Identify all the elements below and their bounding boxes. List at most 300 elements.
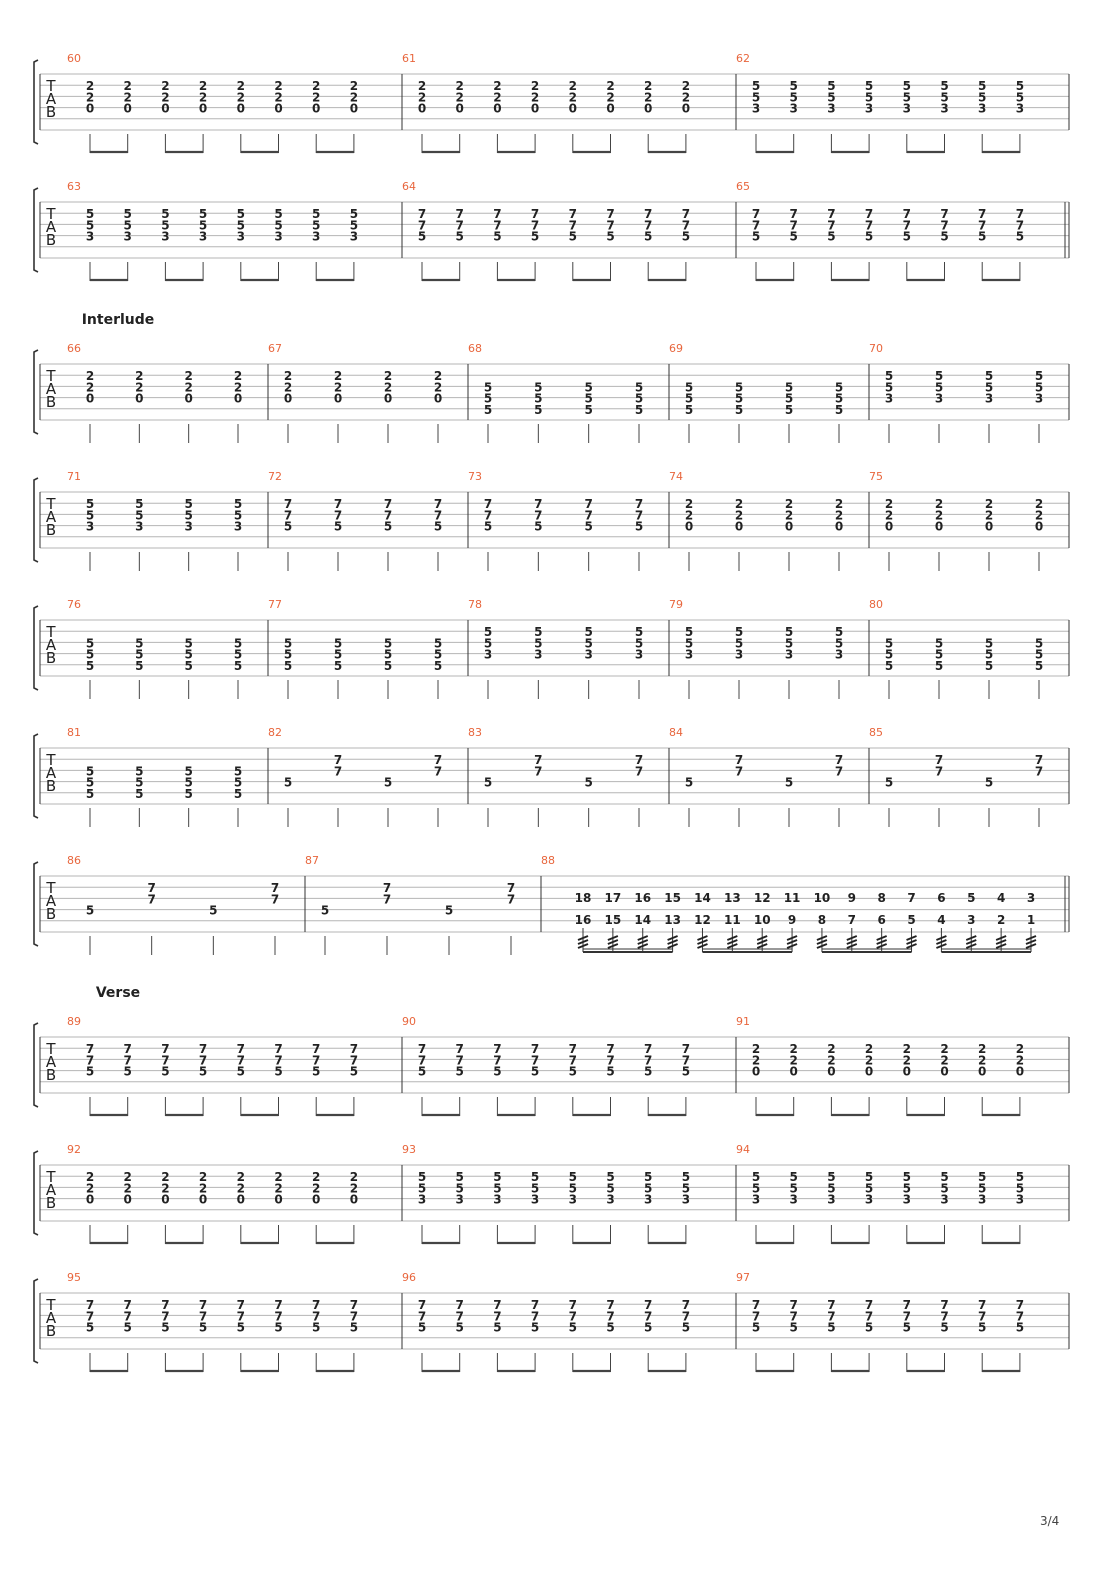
fret-number: 0	[789, 1064, 798, 1079]
fret-number: 2	[198, 79, 208, 94]
fret-number: 5	[333, 658, 343, 673]
fret-number: 7	[681, 1042, 691, 1057]
fret-number: 5	[333, 636, 343, 651]
fret-number: 2	[161, 1170, 170, 1185]
fret-number: 5	[734, 636, 744, 651]
measure-number: 83	[468, 726, 482, 739]
staff-system	[34, 312, 1069, 443]
fret-number: 0	[417, 101, 427, 116]
fret-number: 3	[751, 101, 761, 116]
measure-number: 97	[736, 1271, 750, 1284]
fret-number: 5	[734, 402, 744, 417]
fret-number: 5	[606, 1064, 615, 1079]
fret-number: 5	[789, 1181, 798, 1196]
fret-number: 7	[312, 1298, 321, 1313]
fret-number: 7	[433, 753, 443, 768]
fret-number: 5	[984, 658, 994, 673]
fret-number: 2	[684, 508, 694, 523]
fret-number: 7	[534, 764, 543, 779]
fret-number: 2	[161, 90, 170, 105]
fret-number: 2	[349, 79, 359, 94]
fret-number: 14	[634, 913, 652, 927]
fret-number: 2	[884, 508, 894, 523]
fret-number: 2	[984, 508, 994, 523]
fret-number: 5	[85, 1320, 95, 1335]
fret-number: 2	[568, 90, 577, 105]
tab-clef-letter: B	[45, 1066, 57, 1084]
fret-number: 2	[1015, 1042, 1025, 1057]
fret-number: 7	[634, 508, 644, 523]
measure-number: 92	[67, 1143, 81, 1156]
fret-number: 5	[834, 402, 844, 417]
fret-number: 10	[813, 891, 831, 905]
measure-number: 93	[402, 1143, 416, 1156]
fret-number: 7	[634, 497, 644, 512]
fret-number: 5	[85, 207, 95, 222]
fret-number: 0	[1015, 1064, 1025, 1079]
fret-number: 2	[236, 1170, 245, 1185]
fret-number: 5	[684, 625, 694, 640]
fret-number: 5	[184, 647, 193, 662]
fret-number: 7	[1015, 1309, 1025, 1324]
fret-number: 5	[606, 1170, 615, 1185]
fret-number: 5	[789, 1170, 798, 1185]
system-bracket	[34, 1279, 38, 1363]
fret-number: 5	[789, 1320, 798, 1335]
fret-number: 7	[198, 1042, 208, 1057]
fret-number: 5	[198, 1320, 208, 1335]
fret-number: 2	[784, 508, 794, 523]
tab-clef-letter: A	[45, 892, 57, 910]
fret-number: 5	[530, 1181, 540, 1196]
tab-clef-letter: T	[46, 879, 56, 897]
fret-number: 7	[751, 1309, 761, 1324]
fret-number: 5	[751, 1181, 761, 1196]
fret-number: 5	[1015, 1320, 1025, 1335]
fret-number: 5	[135, 636, 144, 651]
measure-number: 65	[736, 180, 750, 193]
fret-number: 2	[751, 1053, 761, 1068]
fret-number: 0	[236, 101, 245, 116]
measure-number: 81	[67, 726, 81, 739]
fret-number: 5	[85, 903, 95, 918]
fret-number: 0	[644, 101, 653, 116]
fret-number: 5	[1015, 90, 1025, 105]
fret-number: 7	[864, 1309, 874, 1324]
fret-number: 5	[123, 207, 132, 222]
fret-number: 5	[123, 1320, 132, 1335]
measure-number: 89	[67, 1015, 81, 1028]
measure-number: 95	[67, 1271, 81, 1284]
fret-number: 5	[684, 391, 694, 406]
fret-number: 7	[493, 1298, 502, 1313]
fret-number: 5	[383, 658, 393, 673]
fret-number: 7	[236, 1309, 245, 1324]
fret-number: 5	[274, 207, 283, 222]
system-bracket	[34, 862, 38, 946]
fret-number: 7	[644, 1042, 653, 1057]
fret-number: 0	[978, 1064, 987, 1079]
fret-number: 3	[789, 101, 798, 116]
fret-number: 5	[934, 380, 944, 395]
fret-number: 5	[584, 391, 593, 406]
fret-number: 7	[644, 1053, 653, 1068]
fret-number: 5	[940, 229, 949, 244]
fret-number: 1	[1026, 913, 1036, 927]
fret-number: 0	[984, 519, 994, 534]
fret-number: 7	[568, 1298, 577, 1313]
fret-number: 7	[789, 1309, 798, 1324]
measure-number: 79	[669, 598, 683, 611]
fret-number: 2	[455, 79, 464, 94]
fret-number: 7	[1015, 207, 1025, 222]
fret-number: 5	[233, 647, 243, 662]
measure-number: 87	[305, 854, 319, 867]
fret-number: 7	[85, 1309, 95, 1324]
tab-clef-letter: B	[45, 649, 57, 667]
fret-number: 16	[634, 891, 652, 905]
fret-number: 0	[681, 101, 691, 116]
fret-number: 2	[996, 913, 1006, 927]
fret-number: 0	[940, 1064, 949, 1079]
fret-number: 5	[827, 90, 836, 105]
fret-number: 5	[483, 391, 493, 406]
fret-number: 5	[1034, 380, 1044, 395]
fret-number: 7	[161, 1053, 170, 1068]
fret-number: 5	[534, 636, 543, 651]
fret-number: 7	[978, 207, 987, 222]
fret-number: 5	[864, 1320, 874, 1335]
fret-number: 7	[433, 764, 443, 779]
fret-number: 2	[274, 90, 283, 105]
fret-number: 7	[493, 1309, 502, 1324]
fret-number: 0	[884, 519, 894, 534]
fret-number: 5	[135, 497, 144, 512]
fret-number: 5	[684, 775, 694, 790]
staff-system	[34, 726, 1069, 827]
fret-number: 5	[1034, 636, 1044, 651]
fret-number: 5	[483, 625, 493, 640]
fret-number: 3	[984, 391, 994, 406]
fret-number: 2	[417, 79, 427, 94]
fret-number: 2	[644, 79, 653, 94]
fret-number: 5	[644, 1170, 653, 1185]
measure-number: 88	[541, 854, 555, 867]
fret-number: 7	[847, 913, 856, 927]
fret-number: 2	[236, 79, 245, 94]
fret-number: 3	[751, 1192, 761, 1207]
fret-number: 0	[123, 101, 132, 116]
staff-system	[34, 985, 1069, 1116]
fret-number: 5	[734, 625, 744, 640]
fret-number: 7	[902, 207, 911, 222]
fret-number: 3	[864, 1192, 874, 1207]
fret-number: 3	[530, 1192, 540, 1207]
fret-number: 7	[681, 1053, 691, 1068]
system-bracket	[34, 1151, 38, 1235]
fret-number: 3	[684, 647, 694, 662]
fret-number: 3	[135, 519, 144, 534]
measure-number: 75	[869, 470, 883, 483]
fret-number: 5	[902, 1181, 911, 1196]
fret-number: 0	[568, 101, 577, 116]
fret-number: 7	[1015, 1298, 1025, 1313]
fret-number: 5	[383, 647, 393, 662]
fret-number: 5	[940, 90, 949, 105]
fret-number: 5	[85, 775, 95, 790]
fret-number: 0	[349, 1192, 359, 1207]
fret-number: 7	[681, 1309, 691, 1324]
fret-number: 7	[734, 764, 744, 779]
fret-number: 2	[1034, 508, 1044, 523]
fret-number: 5	[274, 1320, 283, 1335]
fret-number: 5	[984, 380, 994, 395]
measure-number: 72	[268, 470, 282, 483]
tab-clef-letter: A	[45, 636, 57, 654]
fret-number: 5	[681, 1170, 691, 1185]
system-bracket	[34, 734, 38, 818]
fret-number: 5	[734, 391, 744, 406]
tab-clef-letter: B	[45, 521, 57, 539]
fret-number: 5	[834, 391, 844, 406]
fret-number: 7	[123, 1298, 132, 1313]
fret-number: 5	[534, 519, 543, 534]
fret-number: 7	[530, 207, 540, 222]
fret-number: 0	[784, 519, 794, 534]
fret-number: 5	[530, 1320, 540, 1335]
fret-number: 0	[161, 1192, 170, 1207]
fret-number: 11	[783, 891, 801, 905]
fret-number: 7	[147, 881, 156, 896]
fret-number: 7	[530, 1042, 540, 1057]
fret-number: 3	[236, 229, 245, 244]
measure-number: 84	[669, 726, 683, 739]
fret-number: 3	[198, 229, 208, 244]
fret-number: 5	[184, 658, 193, 673]
fret-number: 0	[827, 1064, 836, 1079]
fret-number: 5	[884, 380, 894, 395]
measure-number: 67	[268, 342, 282, 355]
fret-number: 2	[684, 497, 694, 512]
fret-number: 7	[417, 1298, 427, 1313]
measure-number: 82	[268, 726, 282, 739]
fret-number: 5	[530, 229, 540, 244]
fret-number: 3	[534, 647, 543, 662]
tab-clef-letter: T	[46, 623, 56, 641]
fret-number: 5	[934, 647, 944, 662]
fret-number: 7	[85, 1298, 95, 1313]
fret-number: 2	[85, 1170, 95, 1185]
fret-number: 17	[604, 891, 622, 905]
tab-clef-letter: B	[45, 1322, 57, 1340]
fret-number: 7	[606, 1053, 615, 1068]
fret-number: 7	[455, 1298, 464, 1313]
fret-number: 5	[233, 497, 243, 512]
fret-number: 13	[664, 913, 681, 927]
fret-number: 5	[85, 497, 95, 512]
fret-number: 5	[864, 90, 874, 105]
fret-number: 7	[198, 1053, 208, 1068]
fret-number: 3	[1015, 1192, 1025, 1207]
fret-number: 0	[493, 101, 502, 116]
fret-number: 5	[417, 1064, 427, 1079]
fret-number: 5	[455, 1181, 464, 1196]
fret-number: 7	[382, 892, 392, 907]
measure-number: 91	[736, 1015, 750, 1028]
fret-number: 2	[984, 497, 994, 512]
tab-clef-letter: A	[45, 1181, 57, 1199]
fret-number: 2	[940, 1053, 949, 1068]
fret-number: 2	[123, 79, 132, 94]
fret-number: 5	[902, 229, 911, 244]
fret-number: 5	[827, 1320, 836, 1335]
fret-number: 5	[681, 1320, 691, 1335]
fret-number: 0	[233, 391, 243, 406]
fret-number: 5	[827, 1170, 836, 1185]
fret-number: 5	[530, 1064, 540, 1079]
fret-number: 5	[85, 764, 95, 779]
fret-number: 5	[568, 1320, 577, 1335]
fret-number: 5	[584, 380, 593, 395]
fret-number: 8	[877, 891, 886, 905]
fret-number: 0	[349, 101, 359, 116]
fret-number: 7	[270, 881, 280, 896]
fret-number: 5	[135, 658, 144, 673]
fret-number: 2	[902, 1042, 911, 1057]
fret-number: 5	[184, 508, 193, 523]
fret-number: 5	[606, 1181, 615, 1196]
system-bracket	[34, 350, 38, 434]
fret-number: 7	[978, 1298, 987, 1313]
fret-number: 3	[978, 1192, 987, 1207]
fret-number: 7	[417, 1309, 427, 1324]
fret-number: 2	[349, 90, 359, 105]
fret-number: 7	[161, 1042, 170, 1057]
fret-number: 7	[349, 1298, 359, 1313]
fret-number: 7	[198, 1298, 208, 1313]
fret-number: 3	[634, 647, 644, 662]
fret-number: 5	[902, 1170, 911, 1185]
fret-number: 5	[383, 519, 393, 534]
fret-number: 7	[940, 207, 949, 222]
measure-number: 76	[67, 598, 81, 611]
measure-number: 63	[67, 180, 81, 193]
fret-number: 15	[604, 913, 622, 927]
fret-number: 5	[751, 79, 761, 94]
fret-number: 0	[834, 519, 844, 534]
measure-number: 85	[869, 726, 883, 739]
fret-number: 5	[209, 903, 218, 918]
fret-number: 2	[493, 79, 502, 94]
fret-number: 5	[884, 647, 894, 662]
fret-number: 7	[606, 218, 615, 233]
measure-number: 71	[67, 470, 81, 483]
fret-number: 7	[681, 207, 691, 222]
fret-number: 2	[606, 90, 615, 105]
fret-number: 5	[681, 1181, 691, 1196]
fret-number: 7	[1034, 764, 1044, 779]
section-label: Interlude	[81, 312, 155, 328]
measure-number: 86	[67, 854, 81, 867]
fret-number: 3	[417, 1192, 427, 1207]
fret-number: 5	[534, 391, 543, 406]
fret-number: 7	[493, 218, 502, 233]
staff-system	[34, 52, 1069, 153]
fret-number: 7	[333, 508, 343, 523]
fret-number: 7	[236, 1053, 245, 1068]
fret-number: 5	[417, 1320, 427, 1335]
fret-number: 5	[233, 658, 243, 673]
fret-number: 7	[584, 497, 593, 512]
fret-number: 7	[383, 508, 393, 523]
fret-number: 5	[85, 508, 95, 523]
fret-number: 11	[723, 913, 741, 927]
fret-number: 5	[333, 647, 343, 662]
fret-number: 5	[634, 391, 644, 406]
fret-number: 2	[383, 380, 393, 395]
fret-number: 7	[123, 1309, 132, 1324]
fret-number: 5	[568, 1064, 577, 1079]
fret-number: 7	[147, 892, 156, 907]
fret-number: 7	[493, 207, 502, 222]
tab-clef-letter: T	[46, 495, 56, 513]
fret-number: 5	[349, 207, 359, 222]
fret-number: 2	[934, 508, 944, 523]
fret-number: 7	[483, 508, 493, 523]
fret-number: 2	[85, 369, 95, 384]
fret-number: 7	[644, 218, 653, 233]
fret-number: 3	[184, 519, 193, 534]
fret-number: 5	[274, 218, 283, 233]
fret-number: 0	[161, 101, 170, 116]
fret-number: 5	[283, 647, 293, 662]
fret-number: 2	[274, 79, 283, 94]
fret-number: 2	[681, 79, 691, 94]
page-number: 3/4	[1040, 1514, 1060, 1528]
fret-number: 5	[940, 79, 949, 94]
fret-number: 0	[751, 1064, 761, 1079]
fret-number: 5	[483, 636, 493, 651]
fret-number: 5	[834, 625, 844, 640]
fret-number: 5	[184, 786, 193, 801]
fret-number: 5	[734, 380, 744, 395]
staff-system	[34, 854, 1069, 955]
fret-number: 0	[135, 391, 144, 406]
fret-number: 5	[1015, 229, 1025, 244]
fret-number: 5	[85, 786, 95, 801]
fret-number: 5	[349, 1320, 359, 1335]
fret-number: 0	[85, 101, 95, 116]
fret-number: 5	[584, 402, 593, 417]
fret-number: 5	[455, 229, 464, 244]
fret-number: 7	[902, 218, 911, 233]
fret-number: 7	[483, 497, 493, 512]
fret-number: 7	[455, 218, 464, 233]
fret-number: 5	[161, 1320, 170, 1335]
fret-number: 10	[753, 913, 771, 927]
fret-number: 5	[493, 1064, 502, 1079]
fret-number: 7	[568, 1042, 577, 1057]
fret-number: 7	[934, 753, 944, 768]
fret-number: 5	[751, 1170, 761, 1185]
fret-number: 2	[333, 380, 343, 395]
fret-number: 5	[934, 636, 944, 651]
fret-number: 5	[433, 647, 443, 662]
fret-number: 5	[681, 1064, 691, 1079]
fret-number: 3	[1015, 101, 1025, 116]
fret-number: 2	[274, 1170, 283, 1185]
fret-number: 5	[312, 207, 321, 222]
